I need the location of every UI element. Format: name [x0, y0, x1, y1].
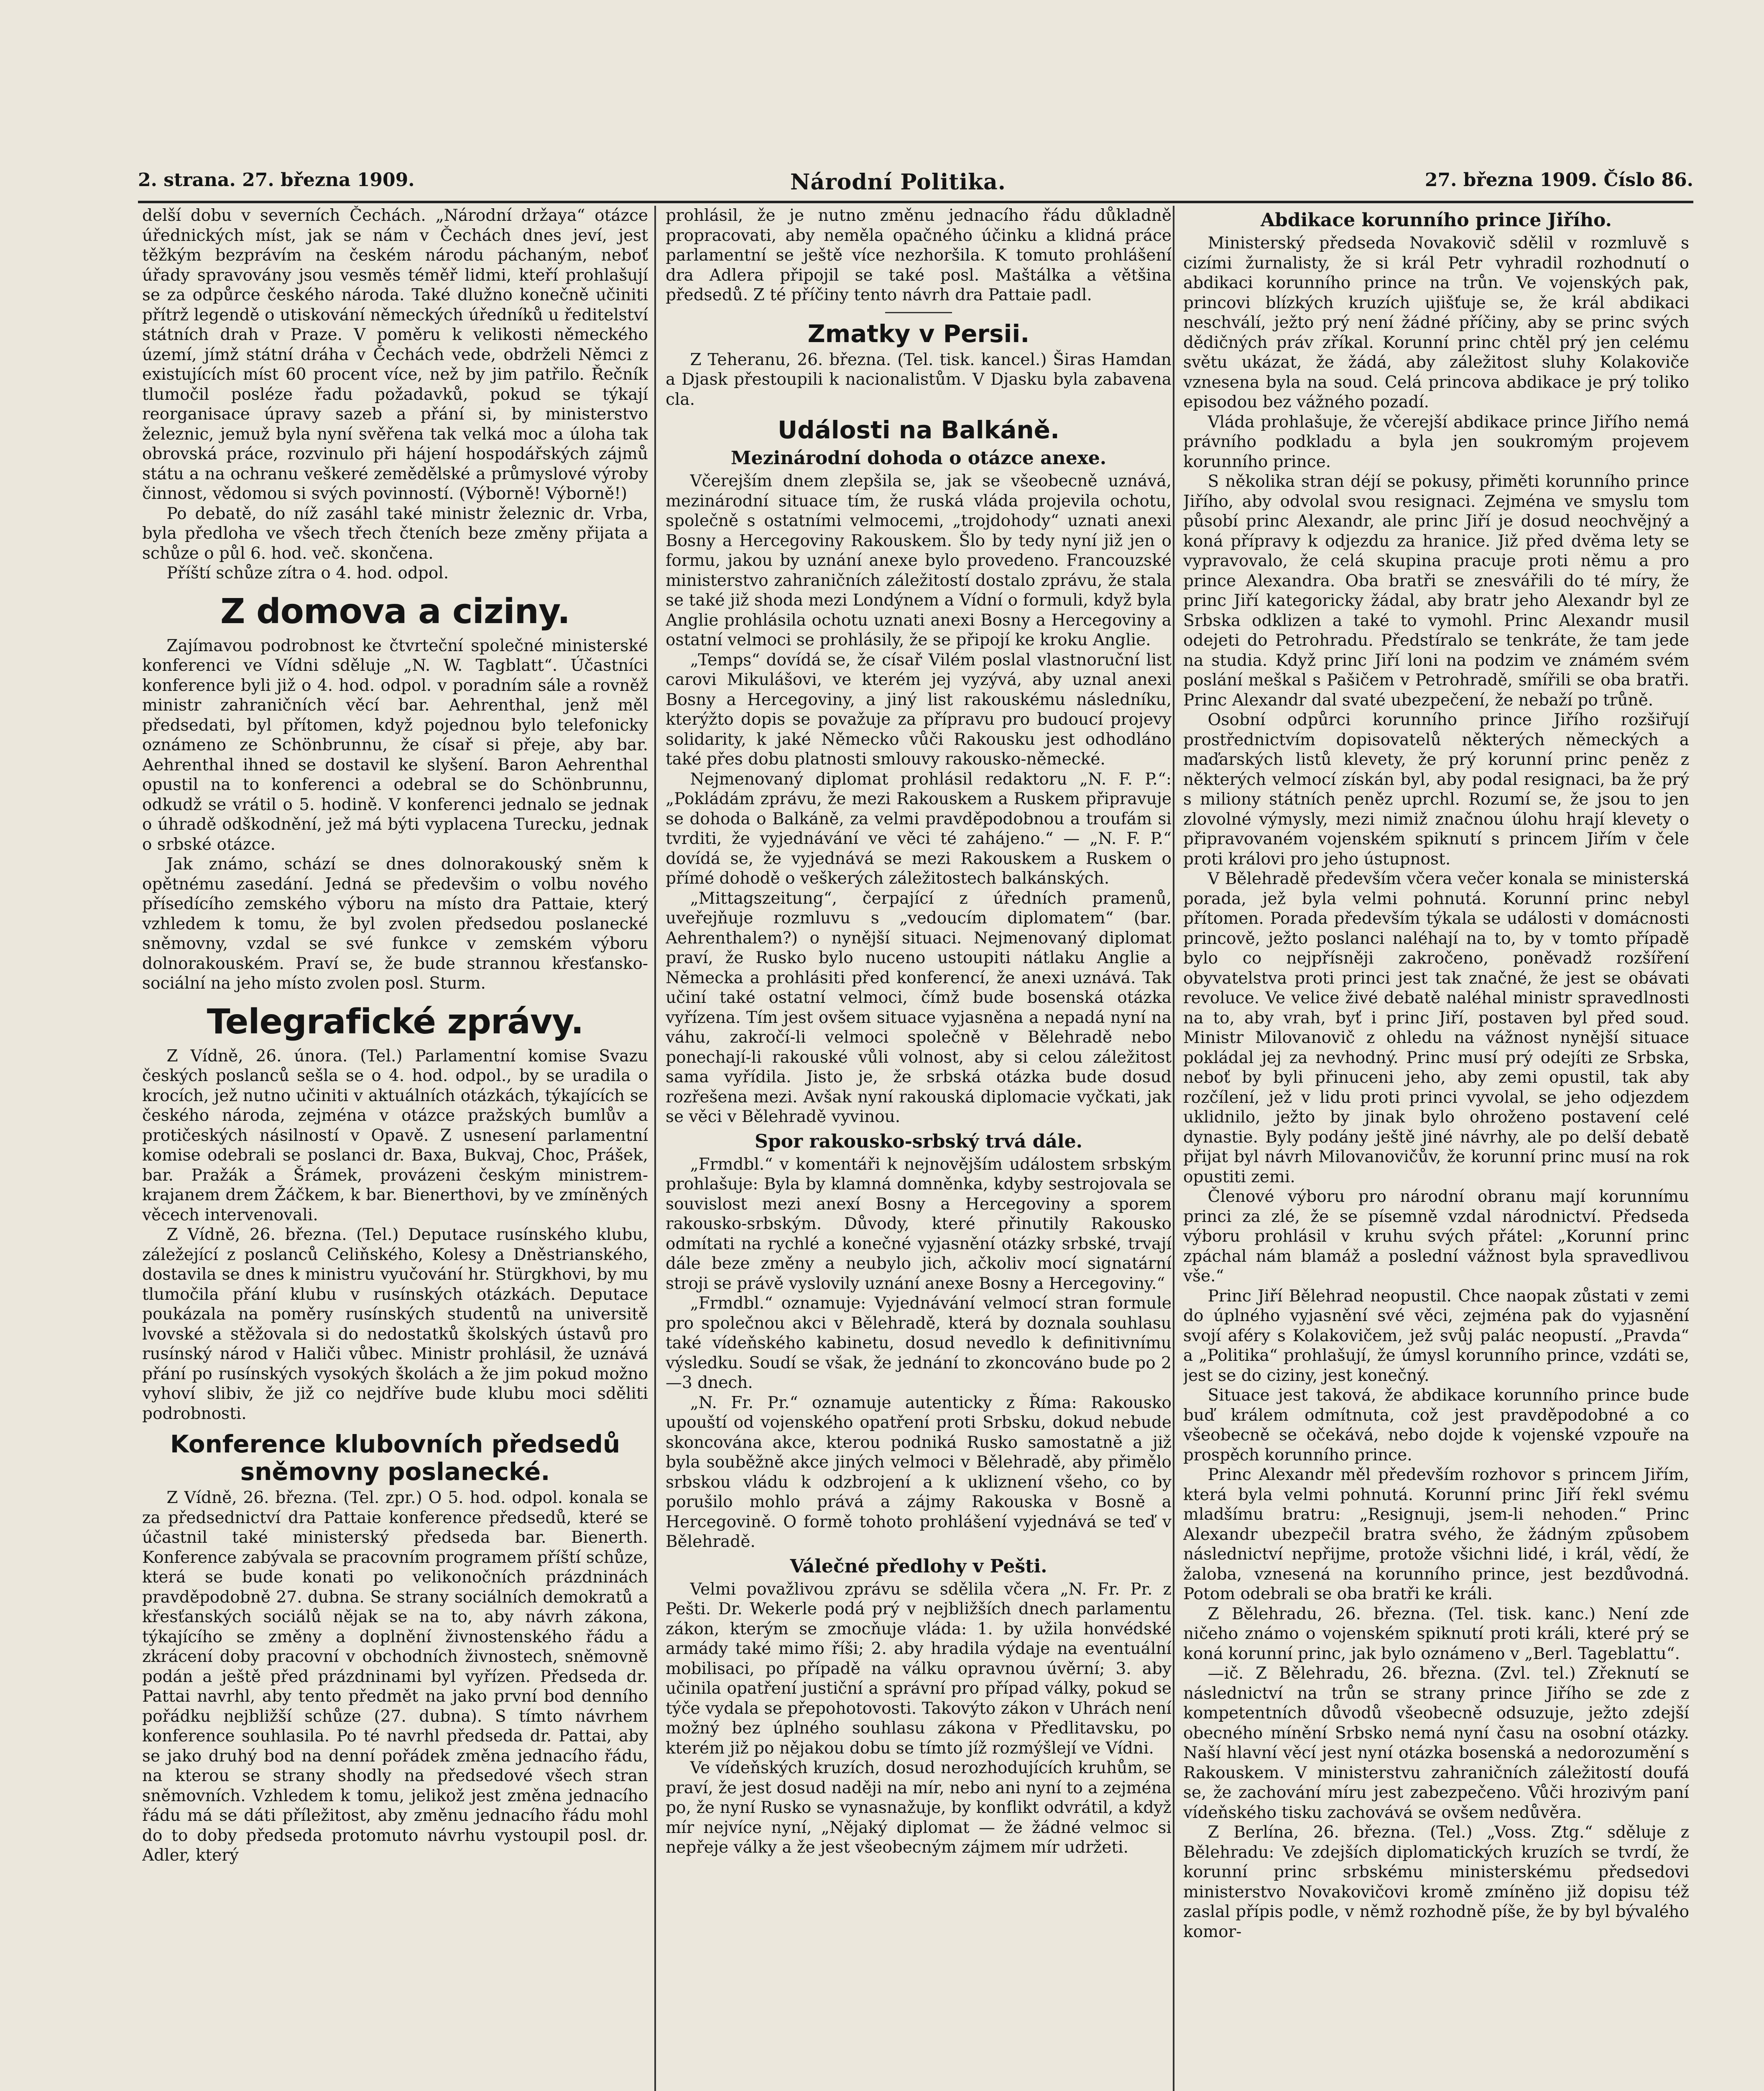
- section-heading-telegraficke: Telegrafické zprávy.: [207, 1002, 584, 1042]
- page-header: [138, 169, 1693, 199]
- article-paragraph: Včerejším dnem zlepšila se, jak se všeobecně uznává, mezinárodní situace tím, že ruská vláda projevila ochotu, společně s ostatními velmocemi, „trojdohody“ uznati anexi Bosny a Hercegoviny Rakouskem. Šlo by tedy nyní již jen o formu, jakou by uznání anexe bylo provedeno. Francouzské ministerstvo zahraničních záležitostí dostalo zprávu, že stala se také již shoda mezi Londýnem a Vídní o formuli, když byla Anglie prohlásila ochotu uznati anexi Bosny a Hercegoviny a ostatní velmoci se prohlásily, že se připojí ke kroku Anglie.: [666, 472, 1172, 649]
- article-paragraph: „N. Fr. Pr.“ oznamuje autenticky z Říma: Rakousko upouští od vojenského opatření proti Srbsku, dokud nebude skoncována akce, kterou podniká Rusko samostatně a již byla souběžně akce jiných velmoci v Bělehradě, aby přimělo srbskou vládu k odzbrojení a k ukliznení všeho, co by porušilo mohlo prává a zájmy Rakouska v Bosně a Hercegovině. O formě tohoto prohlášení vyjednává se teď v Bělehradě.: [666, 1393, 1172, 1551]
- article-paragraph: Členové výboru pro národní obranu mají korunnímu princi za zlé, že se písemně vzdal národnictví. Předseda výboru prohlásil v kruhu svých přátel: „Korunní princ zpáchal nám blamáž a poslední vážnost byla spravedlivou vše.“: [1183, 1187, 1689, 1286]
- section-heading-persie: Zmatky v Persii.: [807, 319, 1030, 348]
- column-3: [1183, 206, 1689, 2091]
- article-paragraph: Po debatě, do níž zasáhl také ministr železnic dr. Vrba, byla předloha ve všech třech čteních beze změny přijata a schůze o půl 6. hod. več. skončena.: [142, 504, 648, 563]
- article-paragraph: Z Vídně, 26. března. (Tel.) Deputace rusínského klubu, záležející z poslanců Celiňského, Kolesy a Dněstrianského, dostavila se dnes k ministru vyučování hr. Stürgkhovi, by mu tlumočila přání klubu v rusínských otázkách. Deputace poukázala na poměry rusínských studentů na universitě lvovské a stěžovala si do nedostatků školských ústavů pro rusínský národ v Haliči vůbec. Ministr prohlásil, že uznává přání po rusínských vysokých školách a že jim pokud možno vyhoví slibiv, že již co nejdříve bude klubu moci sděliti podrobnosti.: [142, 1225, 648, 1423]
- article-paragraph: Princ Jiří Bělehrad neopustil. Chce naopak zůstati v zemi do úplného vyjasnění své věci, zejména pak do vyjasnění svojí aféry s Kolakovičem, jež svůj palác neopustí. „Pravda“ a „Politika“ prohlašují, že úmysl korunního prince, vzdáti se, jest se do ciziny, jest konečný.: [1183, 1286, 1689, 1385]
- article-paragraph: Velmi považlivou zprávu se sdělila včera „N. Fr. Pr. z Pešti. Dr. Wekerle podá prý v nejbližších dnech parlamentu zákon, kterým se zmocňuje vláda: 1. by užila honvédské armády také mimo říši; 2. aby hradila výdaje na eventuální mobilisaci, po případě na válku opravnou úvěrní; 3. aby učinila opatření justiční a správní pro případ války, pokud se týče vydala se přepohotovosti. Takovýto zákon v Uhrách není možný bez úplného souhlasu zákona v Předlitavsku, po kterém již po nějakou dobu se tímto jíž rozmýšlejí ve Vídni.: [666, 1580, 1172, 1758]
- column-1: [142, 206, 648, 2091]
- article-paragraph: Osobní odpůrci korunního prince Jiřího rozšiřují prostřednictvím dopisovatelů některých německých a maďarských listů klevety, že prý korunní princ peněz z některých velmocí získán byl, aby podal resignaci, ba že prý s miliony státních peněz uprchl. Rozumí se, že jsou to jen zlovolné výmysly, mezi nimiž značnou úlohu hrají klevety o připravovaném vojenském spiknutí s princem Jiřím v čele proti královi pro jeho ústupnost.: [1183, 711, 1689, 869]
- section-heading-konference: Konference klubovních předsedů sněmovny poslanecké.: [170, 1430, 620, 1486]
- article-paragraph: „Frmdbl.“ oznamuje: Vyjednávání velmocí stran formule pro společnou akci v Bělehradě, která by doznala souhlasu také vídeňského kabinetu, dosud nevedlo k definitivnímu výsledku. Soudí se však, že jednání to zkoncováno bude po 2—3 dnech.: [666, 1294, 1172, 1392]
- separator-rule: [885, 312, 952, 313]
- article-paragraph: delší dobu v severních Čechách. „Národní držaya“ otázce úřednických míst, jak se nám v Čechách dnes jeví, jest těžkým bezprávím na českém národu páchaným, neboť úřady spravovány jsou vesměs téměř lidmi, kteří prohlašují se za odpůrce českého národa. Také dlužno konečně učiniti přítrž legendě o utiskování německých úředníků u ředitelství státních drah v Praze. V poměru k velikosti německého území, jímž státní dráha v Čechách vede, obdrželi Němci z existujících míst 60 procent více, než by jim patřilo. Řečník tlumočil posléze řadu požadavků, pokud se týkají reorganisace úpravy sazeb a přání si, by ministerstvo železnic, jemuž byla nyní svěřena tak velká moc a úloha tak obrovská práce, rozvinulo při hájení hospodářských zájmů státu a na ochranu veškeré zemědělské a průmyslové výroby činnost, vědomou si svých povinností. (Výborně! Výborně!): [142, 206, 648, 503]
- subheading-dohoda: Mezinárodní dohoda o otázce anexe.: [730, 447, 1107, 469]
- article-paragraph: „Frmdbl.“ v komentáři k nejnovějším událostem srbským prohlašuje: Byla by klamná domněnka, kdyby sestrojovala se souvislost mezi anexí Bosny a Hercegoviny a sporem rakousko-srbským. Důvody, které přinutily Rakousko odmítati na rychlé a konečné vyjasnění otázky srbské, trvají dále beze změny a neubylo jich, ačkoliv mocí signatární stroji se právě vyslovily uznání anexe Bosny a Hercegoviny.“: [666, 1155, 1172, 1293]
- article-paragraph: Z Vídně, 26. února. (Tel.) Parlamentní komise Svazu českých poslanců sešla se o 4. hod. odpol., by se uradila o krocích, jež nutno učiniti v aktuálních otázkách, týkajících se českého národa, zejména v otázce pražských bumlův a protičeských násilností v Opavě. Z usnesení parlamentní komise odebrali se poslanci dr. Baxa, Bukvaj, Choc, Prášek, bar. Pražák a Šrámek, provázeni českým ministrem-krajanem drem Žáčkem, k bar. Bienerthovi, by ve zmíněných věcech intervenovali.: [142, 1046, 648, 1224]
- article-paragraph: „Temps“ dovídá se, že císař Vilém poslal vlastnoruční list carovi Mikulášovi, ve kterém jej vyzývá, aby uznal anexi Bosny a Hercegoviny, a jiný list rakouskému následníku, kterýžto dopis se považuje za přípravu pro budoucí projevy solidarity, k jaké Německo vůči Rakousku jest odhodláno také přes dobu platnosti smlouvy rakousko-německé.: [666, 650, 1172, 769]
- subheading-abdikace: Abdikace korunního prince Jiřího.: [1261, 210, 1612, 231]
- header-page-date: 2. strana. 27. března 1909.: [138, 169, 415, 191]
- newspaper-title: Národní Politika.: [790, 169, 1006, 195]
- article-paragraph: Princ Alexandr měl především rozhovor s princem Jiřím, která byla velmi pohnutá. Korunní princ Jiří řekl svému mladšímu bratru: „Resignuji, jsem-li nehoden.“ Princ Alexandr ubezpečil bratra svého, že žádným způsobem následnictví nepřijme, protože všichni lidé, i král, vědí, že žaloba, vznesená na korunního prince, jest bezdůvodná. Potom odebrali se oba bratři ke králi.: [1183, 1465, 1689, 1603]
- subheading-spor: Spor rakousko-srbský trvá dále.: [755, 1130, 1082, 1152]
- article-paragraph: Příští schůze zítra o 4. hod. odpol.: [166, 564, 449, 583]
- article-paragraph: Jak známo, schází se dnes dolnorakouský sněm k opětnému zasedání. Jedná se předevšim o volbu nového přísedícího zemského výboru na místo dra Pattaie, který vzhledem k tomu, že byl zvolen předsedou poslanecké sněmovny, vzdal se své funkce v zemském výboru dolnorakouském. Praví se, že bude strannou křesťansko-sociální na jeho místo zvolen posl. Sturm.: [142, 855, 648, 993]
- column-divider: [654, 206, 656, 2091]
- article-paragraph: V Bělehradě především včera večer konala se ministerská porada, jež byla velmi pohnutá. Korunní princ nebyl přítomen. Porada především týkala se události v domácnosti princově, ježto poslanci naléhají na to, by v tomto případě bylo co nejpřísněji zakročeno, poněvadž rozšíření obyvatelstva proti princi jest tak značné, že jest se obávati revoluce. Ve velice živé debatě naléhal ministr spravedlnosti na to, aby vrah, byť i princ Jiří, postaven byl před soud. Ministr Milovanovič z ohledu na vážnost nynější situace pokládal jej za nevhodný. Princ musí prý odejíti ze Srbska, neboť by byli přinuceni jeho, aby zemi opustil, tak aby rozčílení, jež v lidu proti princi vyvolal, se jeho odjezdem uklidnilo, ježto by jinak bylo ohroženo postavení celé dynastie. Byly podány ještě jiné návrhy, ale po delší debatě přijat byl návrh Milovanovičův, že korunní princ musí na rok opustiti zemi.: [1183, 869, 1689, 1186]
- article-paragraph: —ič. Z Bělehradu, 26. března. (Zvl. tel.) Zřeknutí se následnictví na trůn se strany prince Jiřího se zde z kompetentních důvodů všeobecně odsuzuje, ježto zdejší obecného mínění Srbsko nemá nyní času na osobní otázky. Naší hlavní věcí jest nyní otázka bosenská a nedorozumění s Rakouskem. V ministerstvu zahraničních záležitostí doufá se, že zachování míru jest zabezpečeno. Vůči hrozivým paní vídeňského tisku zachovává se ovšem nedůvěra.: [1183, 1664, 1689, 1822]
- section-heading-domova: Z domova a ciziny.: [220, 591, 570, 631]
- article-paragraph: Z Berlína, 26. března. (Tel.) „Voss. Ztg.“ sděluje z Bělehradu: Ve zdejších diplomatických kruzích se tvrdí, že korunní princ srbskému ministerskému předsedovi ministerstvo Novakovičovi kromě zmíněno již dopisu též zaslal přípis podle, v němž rozhodně píše, že by byl bývalého komor-: [1183, 1823, 1689, 1941]
- article-paragraph: Z Teheranu, 26. března. (Tel. tisk. kancel.) Širas Hamdan a Djask přestoupili k nacionalistům. V Djasku byla zabavena cla.: [666, 350, 1172, 409]
- header-issue-number: 27. března 1909. Číslo 86.: [1424, 169, 1693, 191]
- article-paragraph: Z Vídně, 26. března. (Tel. zpr.) O 5. hod. odpol. konala se za předsednictví dra Pattaie konference předsedů, které se účastnil také ministerský předseda bar. Bienerth. Konference zabývala se pracovním programem příští schůze, která se bude konati po velikonočních prázdninách pravděpodobně 27. dubna. Se strany sociálních demokratů a křesťanských sociálů nějak se na to, aby návrh zákona, týkajícího se změny a doplnění živnostenského řádu a zkrácení doby pracovní v obchodních živnostech, sněmovně podán a ještě před prázdninami byl vyřízen. Předseda dr. Pattai navrhl, aby tento předmět na jako první bod denního pořádku nejbližší schůze (27. dubna). S tímto návrhem konference souhlasila. Po té navrhl předseda dr. Pattai, aby se jako druhý bod na denní pořádek změna jednacího řádu, na kterou se strany shodly na předsedové všech stran sněmovních. Vzhledem k tomu, jelikož jest změna jednacího řádu má se dáti příležitost, aby změnu jednacího řádu mohl do to doby předseda protomuto návrhu vystoupil posl. dr. Adler, který: [142, 1488, 648, 1865]
- column-2: [666, 206, 1172, 2091]
- article-paragraph: Z Bělehradu, 26. března. (Tel. tisk. kanc.) Není zde ničeho známo o vojenském spiknutí proti králi, které prý se koná korunní princ, jak bylo oznámeno v „Berl. Tageblattu“.: [1183, 1604, 1689, 1663]
- article-paragraph: Vláda prohlašuje, že včerejší abdikace prince Jiřího nemá právního podkladu a byla jen soukromým projevem korunního prince.: [1183, 412, 1689, 471]
- article-paragraph: Zajímavou podrobnost ke čtvrteční společné ministerské konferenci ve Vídni sděluje „N. W. Tagblatt“. Účastníci konference byli již o 4. hod. odpol. v poradním sále a rovněž ministr zahraničních věcí bar. Aehrenthal, jenž měl předsedati, byl přítomen, když pojednou bylo telefonicky oznámeno ze Schönbrunnu, že císař si přeje, aby bar. Aehrenthal ihned se dostavil ke slyšení. Baron Aehrenthal opustil na to konferenci a odebral se do Schönbrunnu, odkudž se vrátil o 5. hodině. V konferenci jednalo se jednak o úhradě odškodnění, jež má býti vyplacena Turecku, jednak o srbské otázce.: [142, 636, 648, 854]
- article-paragraph: Ministerský předseda Novakovič sdělil v rozmluvě s cizími žurnalisty, že si král Petr vyhradil rozhodnutí o abdikaci korunního prince na trůn. Ve vojenských pak, princovi blízkých kruzích ujišťuje se, že král abdikaci neschválí, ježto prý není žádné příčiny, aby se princ svých dědičných práv zříkal. Korunní princ chtěl prý jen celému světu ukázat, že žádá, aby záležitost sluhy Kolakoviče vznesena byla na soud. Celá princova abdikace je prý toliko episodou bez vážného pozadí.: [1183, 234, 1689, 412]
- article-paragraph: Nejmenovaný diplomat prohlásil redaktoru „N. F. P.“: „Pokládám zprávu, že mezi Rakouskem a Ruskem připravuje se dohoda o Balkáně, za velmi pravděpodobnou a troufám si tvrditi, že vyjednávání ve věci té zahájeno.“ — „N. F. P.“ dovídá se, že vyjednává se mezi Rakouskem a Ruskem o přímé dohodě o veškerých záležitostech balkánských.: [666, 769, 1172, 888]
- header-rule: [138, 201, 1693, 203]
- article-paragraph: Ve vídeňských kruzích, dosud nerozhodujících kruhům, se praví, že jest dosud naději na mír, nebo ani nyní to a zejména po, že nyní Rusko se vynasnažuje, by konflikt odvrátil, a když mír nejvíce nyní, „Nějaký diplomat — že žádné velmoc si nepřeje války a že jest všeobecným zájmem mír udržeti.: [666, 1759, 1172, 1857]
- subheading-predlohy: Válečné předlohy v Pešti.: [790, 1555, 1047, 1577]
- column-divider: [1173, 206, 1174, 2091]
- article-paragraph: prohlásil, že je nutno změnu jednacího řádu důkladně propracovati, aby neměla opačného účinku a klidná práce parlamentní se ještě více nezhoršila. K tomuto prohlášení dra Adlera připojil se také posl. Maštálka a většina předsedů. Z té příčiny tento návrh dra Pattaie padl.: [666, 206, 1172, 304]
- article-paragraph: S několika stran déjí se pokusy, přiměti korunního prince Jiřího, aby odvolal svou resignaci. Zejména ve smyslu tom působí princ Alexandr, ale princ Jiří je dosud neochvějný a koná přípravy k odjezdu za hranice. Již před dvěma lety se vypravovalo, že celá skupina pracuje proti němu a pro prince Alexandra. Oba bratři se znesvářili do té míry, že princ Jiří kategoricky žádal, aby bratr jeho Alexandr byl ze Srbska odklizen a také to vymohl. Princ Alexandr musil odejeti do Petrohradu. Předstíralo se tenkráte, že tam jede na studia. Když princ Jiří loni na podzim ve známém svém poslání meškal s Pašičem v Petrohradě, smířili se oba bratři. Princ Alexandr dal svaté ubezpečení, že nebaží po trůně.: [1183, 472, 1689, 710]
- section-heading-balkan: Události na Balkáně.: [777, 416, 1060, 444]
- article-paragraph: „Mittagszeitung“, čerpající z úředních pramenů, uveřejňuje rozmluvu s „vedoucím diplomatem“ (bar. Aehrenthalem?) o nynější situaci. Nejmenovaný diplomat praví, že Rusko bylo nuceno ustoupiti nátlaku Anglie a Německa a prohlásiti před konferencí, že anexi uznává. Tak učiní také ostatní velmoci, čímž bude bosenská otázka vyřízena. Tím jest ovšem situace vyjasněna a nepadá nyní na váhu, zakročí-li velmoci společně v Bělehradě nebo ponechají-li rakouské vůli volnost, aby si celou záležitost sama vyřídila. Jisto je, že srbská otázka bude dosud rozřešena mezi. Avšak nyní rakouská diplomacie vyčkati, jak se věci v Bělehradě vyvinou.: [666, 889, 1172, 1126]
- article-paragraph: Situace jest taková, že abdikace korunního prince bude buď králem odmítnuta, což jest pravděpodobné a co všeobecně se očekává, nebo dojde k vojenské vzpouře na prospěch korunního prince.: [1183, 1386, 1689, 1465]
